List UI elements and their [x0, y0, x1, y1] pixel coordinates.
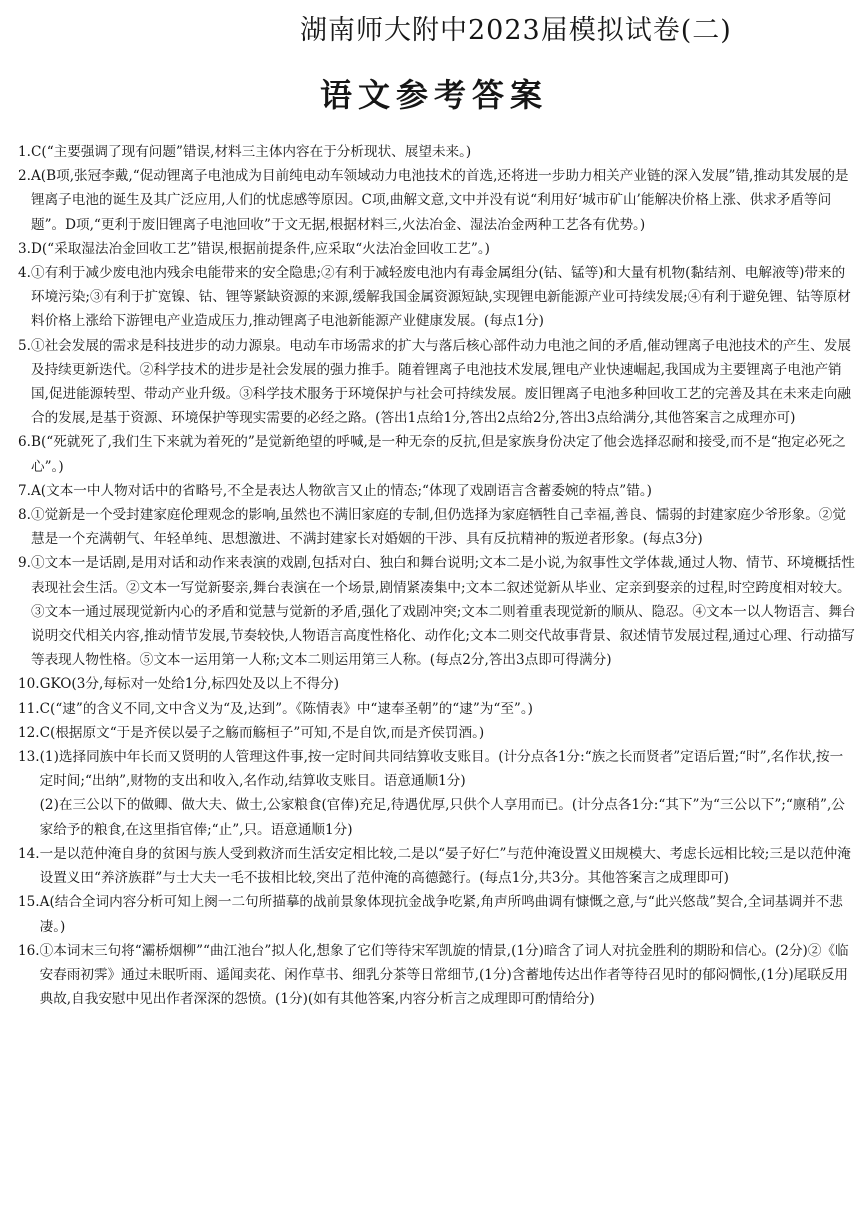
answer-number: 6. [18, 434, 31, 451]
page-title: 语文参考答案 [319, 76, 548, 114]
answer-item [18, 479, 856, 503]
answer-text: C(“主要强调了现有问题”错误,材料三主体内容在于分析现状、展望未来。) [30, 144, 472, 160]
answer-number: 4. [18, 265, 31, 282]
answer-text: A(B项,张冠李戴,“促动锂离子电池成为目前纯电动车领域动力电池技术的首选,还将进一步助力相关产业链的深入发展”错,推动其发展的是锂离子电池的诞生及其广泛应用,人们的忧虑感等原因。C项,曲解文意,文中并没有说“利用好‘城市矿山’能解决价格上涨、供求矛盾等问题”。D项,“更利于废旧锂离子电池回收”于文无据,根据材料三,火法冶金、湿法冶金两种工艺各有优势。) [30, 168, 849, 233]
answer-item [18, 430, 856, 478]
answer-text [40, 745, 856, 842]
answer-text: A(结合全词内容分析可知上阕一二句所描摹的战前景象体现抗金战争吃紧,角声所鸣曲调有慷慨之意,与“此兴悠哉”契合,全词基调并不悲凄。) [39, 894, 843, 935]
answer-number: 2. [18, 168, 31, 185]
answer-text: ①有利于减少废电池内残余电能带来的安全隐患;②有利于减轻废电池内有毒金属组分(钴、锰等)和大量有机物(黏结剂、电解液等)带来的环境污染;③有利于扩宽镍、钴、锂等紧缺资源的来源,缓解我国金属资源短缺,实现锂电新能源产业可持续发展;④有利于避免锂、钴等原材料价格上涨给下游锂电产业造成压力,推动锂离子电池新能源产业健康发展。(每点1分) [30, 265, 851, 330]
answer-number: 16. [18, 942, 40, 959]
answer-item [18, 721, 856, 745]
answer-number: 5. [18, 337, 31, 354]
answer-item [18, 697, 856, 721]
answer-item [18, 842, 856, 890]
answer-text: 一是以范仲淹自身的贫困与族人受到救济而生活安定相比较,二是以“晏子好仁”与范仲淹设置义田规模大、考虑长远相比较;三是以范仲淹设置义田“养济族群”与士大夫一毛不拔相比较,突出了范仲淹的高德懿行。(每点1分,共3分。其他答案言之成理即可) [39, 845, 851, 887]
answer-text: A(文本一中人物对话中的省略号,不全是表达人物欲言又止的情态;“体现了戏剧语言含蓄委婉的特点”错。) [30, 482, 652, 499]
answer-item [18, 261, 856, 334]
answer-text: ①文本一是话剧,是用对话和动作来表演的戏剧,包括对白、独白和舞台说明;文本二是小说,为叙事性文学体裁,通过人物、情节、环境概括性表现社会生活。②文本一写觉新娶亲,舞台表演在一个场景,剧情紧凑集中;文本二叙述觉新从毕业、定亲到娶亲的过程,时空跨度相对较大。③文本一通过展现觉新内心的矛盾和觉慧与觉新的矛盾,强化了戏剧冲突;文本二则着重表现觉新的顺从、隐忍。④文本一以人物语言、舞台说明交代相关内容,推动情节发展,节奏较快,人物语言高度性格化、动作化;文本二则交代故事背景、叙述情节发展过程,通过心理、行动描写等表现人物性格。⑤文本一运用第一人称;文本二则运用第三人称。(每点2分,答出3点即可得满分) [30, 555, 856, 669]
answer-item [18, 140, 856, 164]
answer-subpart: (1)选择同族中年长而又贤明的人管理这件事,按一定时间共同结算收支账目。(计分点各1分:“族之长而贤者”定语后置;“时”,名作状,按一定时间;“出纳”,财物的支出和收入,名作动,结算收支账目。语意通顺1分) [39, 749, 844, 790]
answer-subpart: (2)在三公以下的做卿、做大夫、做士,公家粮食(官俸)充足,待遇优厚,只供个人享用而已。(计分点各1分:“其下”为“三公以下”;“廪稍”,公家给予的粮食,在这里指官俸;“止”,只。语意通顺1分) [39, 797, 845, 838]
exam-header: 湖南师大附中2023届模拟试卷(二) [300, 15, 732, 46]
answer-text: GKO(3分,每标对一处给1分,标四处及以上不得分) [39, 676, 340, 693]
answer-item [18, 672, 856, 696]
answer-number: 14. [18, 845, 40, 862]
answer-text: ①觉新是一个受封建家庭伦理观念的影响,虽然也不满旧家庭的专制,但仍选择为家庭牺牲自己幸福,善良、懦弱的封建家庭少爷形象。②觉慧是一个充满朝气、年轻单纯、思想激进、不满封建家长对婚姻的干涉、具有反抗精神的叛逆者形象。(每点3分) [30, 507, 846, 548]
answer-number: 12. [18, 724, 40, 741]
answer-item [18, 237, 856, 261]
answer-number: 7. [18, 482, 31, 499]
answer-item [18, 551, 856, 672]
answer-number: 1. [18, 144, 31, 160]
answer-number: 10. [18, 676, 40, 693]
answer-text: ①本词末三句将“灞桥烟柳”“曲江池台”拟人化,想象了它们等待宋军凯旋的情景,(1分)暗含了词人对抗金胜利的期盼和信心。(2分)②《临安春雨初霁》通过未眠听雨、遥闻卖花、闲作草书、细乳分茶等日常细节,(1分)含蓄地传达出作者等待召见时的郁闷惆怅,(1分)尾联反用典故,自我安慰中见出作者深深的怨愤。(1分)(如有其他答案,内容分析言之成理即可酌情给分) [39, 942, 849, 1008]
answer-number: 11. [18, 700, 40, 717]
answer-text: C(“逮”的含义不同,文中含义为“及,达到”。《陈情表》中“逮奉圣朝”的“逮”为“至”。) [39, 700, 533, 717]
answer-number: 13. [18, 749, 40, 766]
answer-item [18, 890, 856, 938]
answer-number: 9. [18, 555, 31, 572]
answer-text: D(“采取湿法冶金回收工艺”错误,根据前提条件,应采取“火法冶金回收工艺”。) [30, 240, 490, 257]
answer-list [18, 140, 856, 1011]
answer-item [18, 164, 856, 237]
answer-text: ①社会发展的需求是科技进步的动力源泉。电动车市场需求的扩大与落后核心部件动力电池之间的矛盾,催动锂离子电池技术的产生、发展及持续更新迭代。②科学技术的进步是社会发展的强力推手。随着锂离子电池技术发展,锂电产业快速崛起,我国成为主要锂离子电池产销国,促进能源转型、带动产业升级。③科学技术服务于环境保护与社会可持续发展。废旧锂离子电池多种回收工艺的完善及其在未来走向融合的发展,是基于资源、环境保护等现实需要的必经之路。(答出1点给1分,答出2点给2分,答出3点给满分,其他答案言之成理亦可) [30, 337, 851, 427]
answer-number: 3. [18, 240, 31, 257]
answer-item [18, 503, 856, 551]
answer-text: B(“死就死了,我们生下来就为着死的”是觉新绝望的呼喊,是一种无奈的反抗,但是家族身份决定了他会选择忍耐和接受,而不是“抱定必死之心”。) [30, 434, 846, 475]
answer-number: 15. [18, 894, 40, 911]
answer-item [18, 745, 856, 842]
answer-number: 8. [18, 507, 31, 524]
answer-item [18, 334, 856, 431]
answer-item [18, 939, 856, 1012]
answer-text: C(根据原文“于是齐侯以晏子之觞而觞桓子”可知,不是自饮,而是齐侯罚酒。) [39, 724, 485, 741]
